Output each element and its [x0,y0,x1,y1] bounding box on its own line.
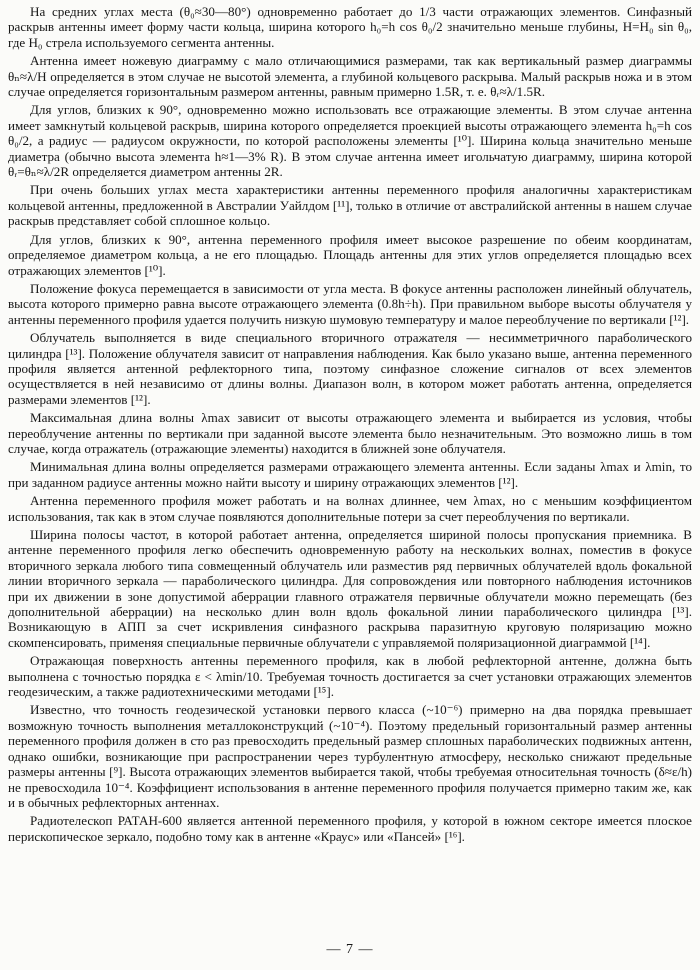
paragraph: Положение фокуса перемещается в зависимости от угла места. В фокусе антенны расположен линейный облучатель, высота которого примерно равна высоте отражающего элемента (0.8h÷h). При правильном выборе высоты облучателя у антенны переменного профиля удается получить низкую шумовую температуру и малое переоблучение по вертикали [¹²]. [8,280,692,327]
paragraph: На средних углах места (θ₀≈30—80°) одновременно работает до 1/3 части отражающих элементов. Синфазный раскрыв антенны имеет форму части кольца, ширина которого h₀=h cos θ₀/2 значительно меньше глубины, H=H₀ sin θ₀, где H₀ стрела используемого сегмента антенны. [8,4,692,50]
paragraph: При очень больших углах места характеристики антенны переменного профиля аналогичны характеристикам кольцевой антенны, предложенной в Австралии Уайлдом [¹¹], только в отличие от австралийской антенны в нашем случае раскрыв представляет собой сплошное кольцо. [8,182,692,229]
paragraph: Ширина полосы частот, в которой работает антенна, определяется шириной полосы пропускания приемника. В антенне переменного профиля легко обеспечить одновременную работу на нескольких волнах, поместив в фокусе вторичного зеркала любого типа совмещенный облучатель или разместив ряд первичных облучателей вдоль фокальной линии вторичного зеркала — параболического цилиндра. Для сопровождения или повторного наблюдения источников при их движении в зоне допустимой аберрации главного отражателя первичные облучатели можно перемещать (без дополнительной аберрации) на несколько длин волн вдоль фокальной линии параболического цилиндра [¹³]. Возникающую в АПП за счет искривления синфазного раскрыва паразитную круговую поляризацию можно скомпенсировать, применяя специальные первичные облучатели с управляемой поляризационной диаграммой [¹⁴]. [8,527,692,650]
paragraph: Облучатель выполняется в виде специального вторичного отражателя — несимметричного параболического цилиндра [¹³]. Положение облучателя зависит от направления наблюдения. Как было указано выше, антенна переменного профиля является антенной рефлекторного типа, поэтому синфазное сложение сигналов от всех элементов осуществляется в ней независимо от длины волны. Диапазон волн, в котором может работать антенна, определяется размерами элементов [¹²]. [8,330,692,407]
paragraph: Максимальная длина волны λmax зависит от высоты отражающего элемента и выбирается из условия, чтобы переоблучение антенны по вертикали при заданной высоте элемента было незначительным. Это возможно лишь в том случае, когда отражатель (отражающие элементы) находится в ближней зоне облучателя. [8,410,692,456]
paragraph: Радиотелескоп РАТАН-600 является антенной переменного профиля, у которой в южном секторе имеется плоское перископическое зеркало, подобно тому как в антенне «Краус» или «Пансей» [¹⁶]. [8,813,692,844]
paragraph: Для углов, близких к 90°, одновременно можно использовать все отражающие элементы. В этом случае антенна имеет замкнутый кольцевой раскрыв, ширина которого определяется проекцией высоты отражающего элемента h₀=h cos θ₀/2, а радиус — радиусом окружности, по которой расположены элементы [¹⁰]. Ширина кольца значительно меньше диаметра (обычно высота элемента h≈1—3% R). В этом случае антенна имеет игольчатую диаграмму, ширина которой θᵣ=θₙ≈λ/2R определяется диаметром антенны 2R. [8,102,692,180]
body-text [8,4,692,847]
paragraph: Антенна имеет ножевую диаграмму с мало отличающимися размерами, так как вертикальный размер диаграммы θₙ≈λ/H определяется в этом случае не высотой элемента, а глубиной кольцевого раскрыва. Малый раскрыв ножа и в этом случае определяется горизонтальным размером антенны, равным примерно 1.5R, т. е. θᵣ≈λ/1.5R. [8,53,692,100]
paragraph: Известно, что точность геодезической установки первого класса (~10⁻⁶) примерно на два порядка превышает возможную точность выполнения металлоконструкций (~10⁻⁴). Поэтому предельный горизонтальный размер антенны переменного профиля должен в сто раз превосходить предельный размер сплошных параболических подвижных антенн, однако ошибки, возникающие при распространении через турбулентную атмосферу, несколько снижают предельные размеры антенны [⁹]. Высота отражающих элементов выбирается такой, чтобы требуемая относительная точность (δ≈ε/h) не превосходила 10⁻⁴. Коэффициент использования в антенне переменного профиля получается примерно таким же, как и в обычных рефлекторных антеннах. [8,702,692,810]
paragraph: Для углов, близких к 90°, антенна переменного профиля имеет высокое разрешение по обеим координатам, определяемое диаметром кольца, а не его площадью. Площадь антенны для этих углов определяется площадью всех отражающих элементов [¹⁰]. [8,231,692,278]
paragraph: Отражающая поверхность антенны переменного профиля, как в любой рефлекторной антенне, должна быть выполнена с точностью порядка ε < λmin/10. Требуемая точность достигается за счет установки отражающих элементов геодезическим, а также радиотехническими методами [¹⁵]. [8,653,692,700]
paragraph: Антенна переменного профиля может работать и на волнах длиннее, чем λmax, но с меньшим коэффициентом использования, так как в этом случае появляются дополнительные потери за счет переоблучения по вертикали. [8,493,692,524]
paragraph: Минимальная длина волны определяется размерами отражающего элемента антенны. Если заданы λmax и λmin, то при заданном радиусе антенны можно найти высоту и ширину отражающих элементов [¹²]. [8,459,692,490]
page-number: — 7 — [326,942,374,957]
